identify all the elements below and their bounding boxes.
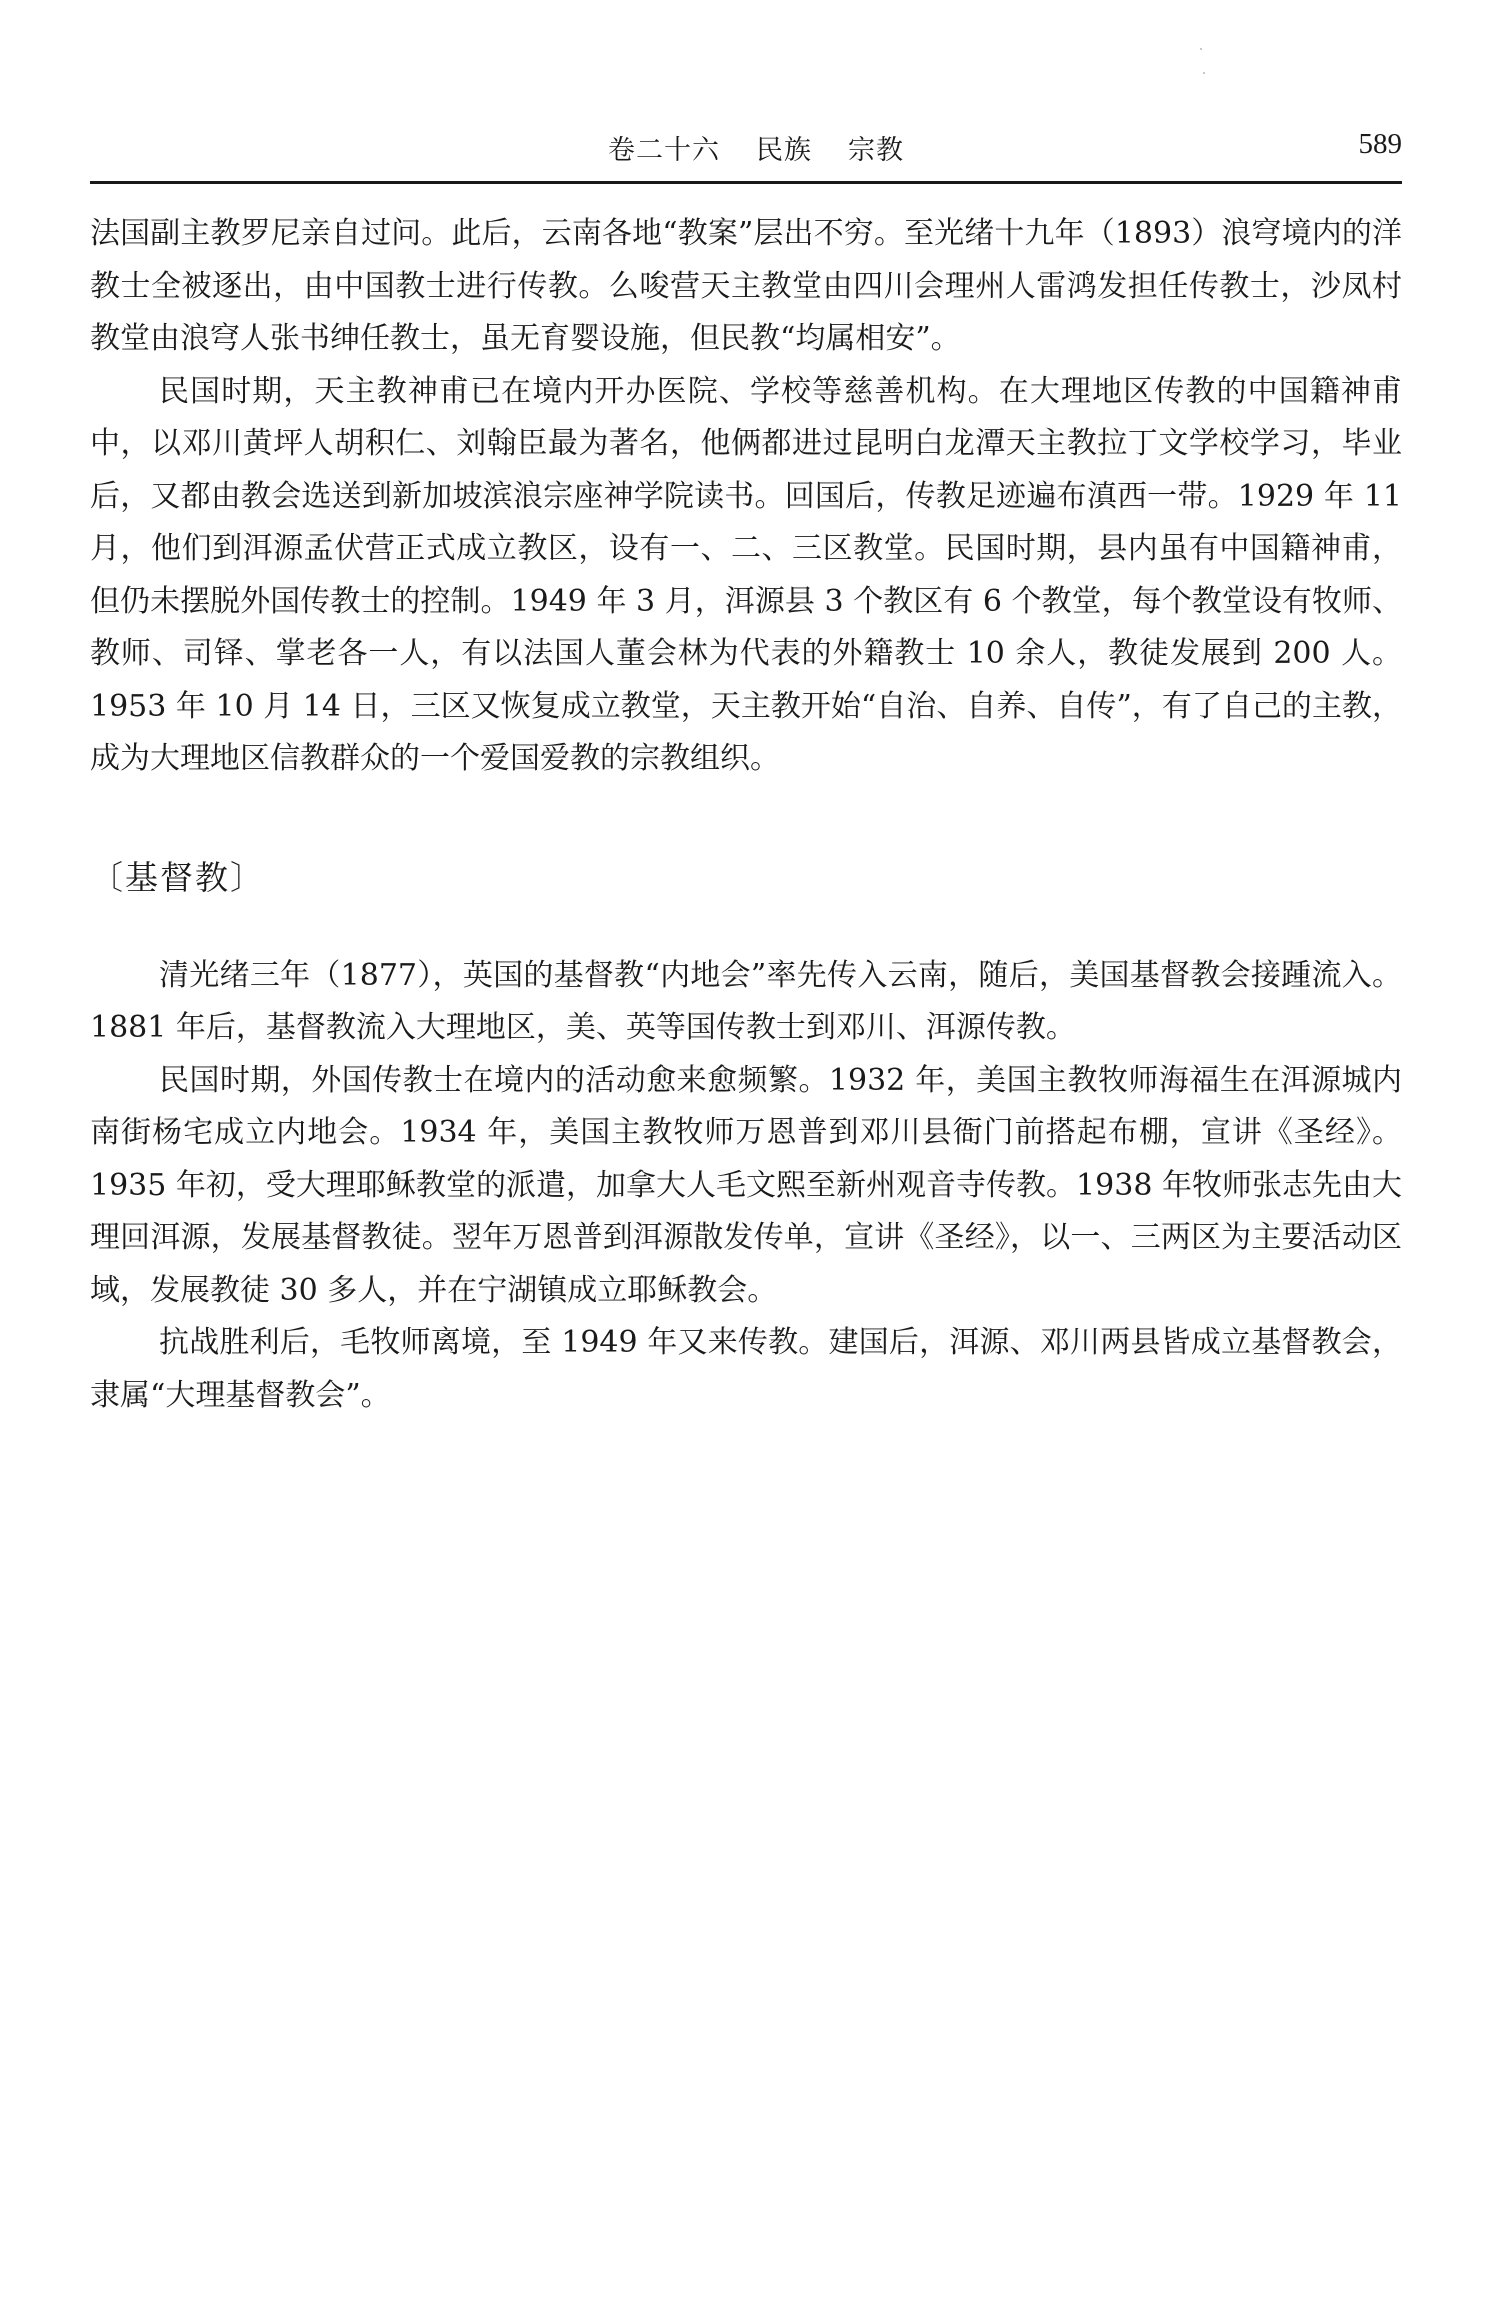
paragraph-continuation: 法国副主教罗尼亲自过问。此后，云南各地“教案”层出不穷。至光绪十九年（1893）浪穹境内的洋教士全被逐出，由中国教士进行传教。么唆营天主教堂由四川会理州人雷鸿发担任传教士，沙凤村教堂由浪穹人张书绅任教士，虽无育婴设施，但民教“均属相安”。 bbox=[90, 216, 1402, 356]
running-head-volume: 卷二十六 bbox=[608, 135, 720, 166]
page-body bbox=[90, 208, 1402, 1422]
paragraph: 民国时期，外国传教士在境内的活动愈来愈频繁。1932 年，美国主教牧师海福生在洱源城内南街杨宅成立内地会。1934 年，美国主教牧师万恩普到邓川县衙门前搭起布棚，宣讲《圣经》。1935 年初，受大理耶稣教堂的派遣，加拿大人毛文熙至新州观音寺传教。1938 年牧师张志先由大理回洱源，发展基督教徒。翌年万恩普到洱源散发传单，宣讲《圣经》，以一、三两区为主要活动区域，发展教徒 30 多人，并在宁湖镇成立耶稣教会。 bbox=[90, 1062, 1402, 1308]
scan-specks bbox=[1200, 48, 1206, 78]
paragraph: 民国时期，天主教神甫已在境内开办医院、学校等慈善机构。在大理地区传教的中国籍神甫中，以邓川黄坪人胡积仁、刘翰臣最为著名，他俩都进过昆明白龙潭天主教拉丁文学校学习，毕业后，又都由教会选送到新加坡滨浪宗座神学院读书。回国后，传教足迹遍布滇西一带。1929 年 11 月，他们到洱源孟伏营正式成立教区，设有一、二、三区教堂。民国时期，县内虽有中国籍神甫，但仍未摆脱外国传教士的控制。1949 年 3 月，洱源县 3 个教区有 6 个教堂，每个教堂设有牧师、教师、司铎、掌老各一人，有以法国人董会林为代表的外籍教士 10 余人，教徒发展到 200 人。1953 年 10 月 14 日，三区又恢复成立教堂，天主教开始“自治、自养、自传”，有了自己的主教，成为大理地区信教群众的一个爱国爱教的宗教组织。 bbox=[90, 373, 1402, 776]
running-head bbox=[608, 128, 904, 167]
running-head-topic: 宗教 bbox=[848, 135, 904, 166]
section-body bbox=[90, 950, 1402, 1423]
section-heading: 〔基督教〕 bbox=[90, 857, 265, 897]
running-head-section: 民族 bbox=[756, 135, 812, 166]
header-rule bbox=[90, 181, 1402, 184]
page-number: 589 bbox=[1358, 128, 1402, 160]
page-header bbox=[90, 128, 1402, 178]
paragraph: 抗战胜利后，毛牧师离境，至 1949 年又来传教。建国后，洱源、邓川两县皆成立基督教会，隶属“大理基督教会”。 bbox=[90, 1325, 1402, 1413]
paragraph: 清光绪三年（1877），英国的基督教“内地会”率先传入云南，随后，美国基督教会接踵流入。1881 年后，基督教流入大理地区，美、英等国传教士到邓川、洱源传教。 bbox=[90, 957, 1402, 1045]
